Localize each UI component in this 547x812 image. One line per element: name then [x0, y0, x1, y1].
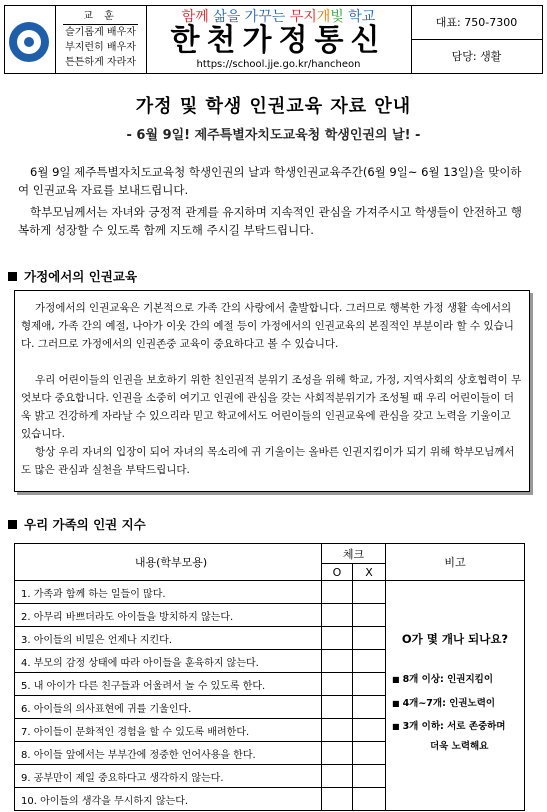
- home-education-box: [14, 290, 530, 492]
- masthead: [146, 6, 412, 73]
- header-check: 체크: [322, 544, 386, 564]
- table-row-item: 10. 아이들의 생각을 무시하지 않는다.: [15, 788, 322, 811]
- check-o-cell[interactable]: [322, 650, 353, 673]
- note-item: ■ 3개 이하: 서로 존중하며: [392, 721, 506, 732]
- table-row-item: 5. 내 아이가 다른 친구들과 어울려서 놀 수 있도록 한다.: [15, 673, 322, 696]
- check-o-cell[interactable]: [322, 788, 353, 811]
- check-o-cell[interactable]: [322, 604, 353, 627]
- square-bullet-icon: [8, 272, 17, 281]
- table-row-item: 8. 아이들 앞에서는 부부간에 정중한 언어사용을 한다.: [15, 742, 322, 765]
- rep-phone: 대표: 750-7300: [411, 6, 542, 40]
- motto-line: 튼튼하게 자라자: [65, 57, 136, 68]
- in-charge: 담당: 생활: [451, 50, 502, 63]
- check-o-cell[interactable]: [322, 719, 353, 742]
- section-heading: 가정에서의 인권교육: [8, 267, 137, 285]
- family-rights-index-table: [14, 543, 525, 811]
- check-x-cell[interactable]: [353, 788, 386, 811]
- logo-cell: [5, 6, 56, 73]
- check-x-cell[interactable]: [353, 673, 386, 696]
- school-emblem-icon: [9, 22, 49, 62]
- motto-title: 교 훈: [83, 11, 118, 22]
- table-row-item: 1. 가족과 함께 하는 일들이 많다.: [15, 581, 322, 604]
- table-row-item: 3. 아이들의 비밀은 언제나 지킨다.: [15, 627, 322, 650]
- intro-paragraph: 학부모님께서는 자녀와 긍정적 관계를 유지하며 지속적인 관심을 가져주시고 학생들이 안전하고 행복하게 성장할 수 있도록 함께 지도해 주시길 부탁드립니다.: [18, 205, 523, 237]
- square-bullet-icon: [8, 520, 17, 529]
- school-url: https://school.jje.go.kr/hancheon: [196, 59, 361, 70]
- table-row-item: 7. 아이들이 문화적인 경험을 할 수 있도록 배려한다.: [15, 719, 322, 742]
- note-item: ■ 8개 이상: 인권지킴이: [392, 674, 494, 685]
- table-row-item: 9. 공부만이 제일 중요하다고 생각하지 않는다.: [15, 765, 322, 788]
- check-o-cell[interactable]: [322, 765, 353, 788]
- box-paragraph: 가정에서의 인권교육은 기본적으로 가족 간의 사랑에서 출발합니다. 그러므로 행복한 가정 생활 속에서의 형제애, 가족 간의 예절, 나아가 이웃 간의 예절 등이 가정에서의 인권교육의 본질적인 부분이라 할 수 있습니다. 그러므로 가정에서의 인권존중 교육이 중요하다고 볼 수 있습니다.: [21, 302, 514, 350]
- note-cell: [386, 581, 525, 811]
- check-o-cell[interactable]: [322, 696, 353, 719]
- header-note: 비고: [386, 544, 525, 581]
- check-x-cell[interactable]: [353, 742, 386, 765]
- document-title: 가정 및 학생 인권교육 자료 안내: [135, 96, 412, 117]
- check-o-cell[interactable]: [322, 627, 353, 650]
- school-motto: [55, 6, 147, 73]
- check-x-cell[interactable]: [353, 650, 386, 673]
- header-x: X: [353, 564, 386, 581]
- note-item-continuation: 더욱 노력해요: [430, 741, 489, 752]
- document-subtitle: - 6월 9일! 제주특별자치도교육청 학생인권의 날! -: [126, 128, 421, 143]
- check-x-cell[interactable]: [353, 627, 386, 650]
- contact-cell: [411, 6, 542, 73]
- check-x-cell[interactable]: [353, 765, 386, 788]
- intro-paragraph: 6월 9일 제주특별자치도교육청 학생인권의 날과 학생인권교육주간(6월 9일~ 6월 13일)을 맞이하여 인권교육 자료를 보내드립니다.: [18, 165, 522, 197]
- header-o: O: [322, 564, 353, 581]
- school-slogan: 함께 삶을 가꾸는 무지개빛 학교: [181, 9, 376, 25]
- box-paragraph: 우리 어린이들의 인권을 보호하기 위한 친인권적 분위기 조성을 위해 학교, 가정, 지역사회의 상호협력이 무엇보다 중요합니다. 인권을 소중히 여기고 인권에 관심을 갖는 사회적분위기가 조성될 때 우리 어린이들이 더욱 밝고 건강하게 자라날 수 있으리라 믿고 학교에서도 어린이들의 인권교육에 관심을 갖고 노력을 기울이고 있습니다.: [21, 374, 522, 440]
- section-heading: 우리 가족의 인권 지수: [8, 515, 146, 533]
- check-x-cell[interactable]: [353, 581, 386, 604]
- motto-line: 슬기롭게 배우자: [65, 27, 136, 38]
- note-question: O가 몇 개나 되나요?: [401, 632, 509, 646]
- check-x-cell[interactable]: [353, 696, 386, 719]
- table-row-item: 4. 부모의 감정 상태에 따라 아이들을 훈육하지 않는다.: [15, 650, 322, 673]
- check-o-cell[interactable]: [322, 742, 353, 765]
- table-row-item: 2. 아무리 바쁘더라도 아이들을 방치하지 않는다.: [15, 604, 322, 627]
- newsletter-header: [4, 5, 543, 74]
- note-item: ■ 4개~7개: 인권노력이: [392, 698, 496, 709]
- check-o-cell[interactable]: [322, 673, 353, 696]
- check-x-cell[interactable]: [353, 604, 386, 627]
- box-paragraph: 항상 우리 자녀의 입장이 되어 자녀의 목소리에 귀 기울이는 올바른 인권지킴이가 되기 위해 학부모님께서도 많은 관심과 실천을 부탁드립니다.: [21, 446, 515, 476]
- check-x-cell[interactable]: [353, 719, 386, 742]
- header-content: 내용(학부모용): [15, 544, 322, 581]
- table-row-item: 6. 아이들의 의사표현에 귀를 기울인다.: [15, 696, 322, 719]
- check-o-cell[interactable]: [322, 581, 353, 604]
- newsletter-title: 한천가정통신: [170, 23, 387, 58]
- motto-line: 부지런히 배우자: [65, 42, 136, 53]
